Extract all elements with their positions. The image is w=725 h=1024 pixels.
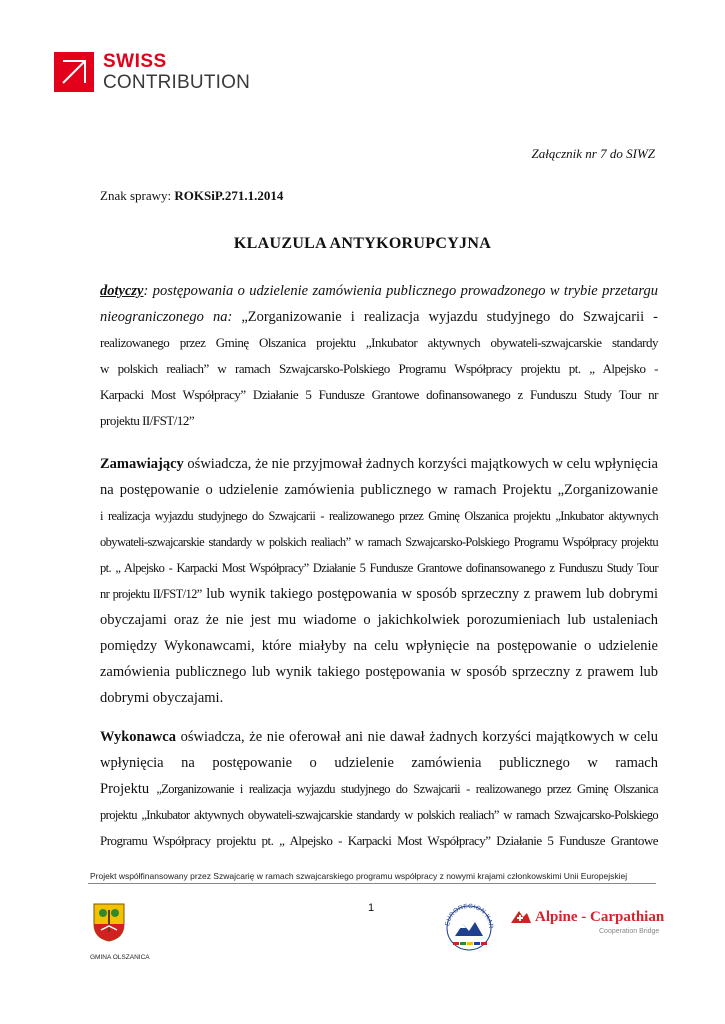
p1-line3: realizowanego przez Gminę Olszanica projektu „Inkubator aktywnych obywateli-szwajcarskie standardy	[100, 335, 658, 350]
euroregion-karpacki-logo	[441, 898, 497, 954]
p1-line4: w polskich realiach” w ramach Szwajcarsko-Polskiego Programu Współpracy projektu pt. „ Alpejsko -	[100, 361, 658, 376]
logo-line1: SWISS	[103, 51, 167, 72]
logo-line2: CONTRIBUTION	[103, 72, 251, 93]
annex-label: Załącznik nr 7 do SIWZ	[531, 146, 655, 161]
p1-line5: Karpacki Most Współpracy” Działanie 5 Fundusze Grantowe dofinansowanego z Funduszu Study Tour nr	[100, 387, 658, 402]
p2-line1: Zamawiający oświadcza, że nie przyjmował żadnych korzyści majątkowych w celu wpłynięcia	[100, 456, 658, 472]
case-number: ROKSiP.271.1.2014	[174, 188, 284, 203]
footer-divider	[88, 883, 656, 884]
p2-line4: obywateli-szwajcarskie standardy w polskich realiach” w ramach Szwajcarsko-Polskiego Programu Współpracy projektu	[100, 535, 658, 549]
case-label: Znak sprawy:	[100, 188, 175, 203]
p2-line5: pt. „ Alpejsko - Karpacki Most Współpracy” Działanie 5 Fundusze Grantowe dofinansowanego z Funduszu Study Tour	[100, 561, 658, 575]
p2-line9: zamówienia publicznego lub wynik takiego postępowania w sposób sprzeczny z prawem lub	[100, 664, 658, 680]
p3-line2: wpłynięcia na postępowanie o udzielenie zamówienia publicznego w ramach	[100, 755, 658, 771]
p3-line5: Programu Współpracy projektu pt. „ Alpejsko - Karpacki Most Współpracy” Działanie 5 Fundusze Grantowe	[100, 833, 658, 848]
p2-lead: Zamawiający	[100, 456, 184, 472]
gmina-label: GMINA OLSZANICA	[90, 954, 150, 961]
coat-of-arms-icon	[92, 902, 126, 942]
document-title: KLAUZULA ANTYKORUPCYJNA	[233, 235, 492, 252]
p2-line8: pomiędzy Wykonawcami, które miałyby na celu wpłynięcie na postępowanie o udzielenie	[100, 638, 658, 654]
euroregion-text: EUROREGION KAR	[444, 902, 495, 929]
p1-line2: nieograniczonego na: „Zorganizowanie i realizacja wyjazdu studyjnego do Szwajcarii -	[100, 309, 659, 325]
footer-note: Projekt współfinansowany przez Szwajcarię w ramach szwajcarskiego programu współpracy z nowymi krajami członkowskimi Unii Europejskiej	[90, 871, 628, 881]
p2-line10: dobrymi obyczajami.	[100, 690, 224, 706]
p2-line6: nr projektu II/FST/12” lub wynik takiego postępowania w sposób sprzeczny z prawem lub dobrymi	[100, 586, 658, 602]
alpine-carpathian-logo	[509, 905, 669, 941]
p1-line6: projektu II/FST/12”	[100, 413, 195, 428]
p1-line1: dotyczy: postępowania o udzielenie zamówienia publicznego prowadzonego w trybie przetargu	[100, 283, 658, 299]
swiss-contribution-logo	[54, 52, 254, 98]
case-number-line	[100, 188, 283, 204]
p3-lead: Wykonawca	[100, 729, 176, 745]
alpine-carpathian-subtitle: Cooperation Bridge	[599, 928, 660, 935]
p1-lead: dotyczy	[100, 283, 144, 299]
p2-line2: na postępowanie o udzielenie zamówienia publicznego w ramach Projektu „Zorganizowanie	[100, 482, 658, 498]
p3-line4: projektu „Inkubator aktywnych obywateli-szwajcarskie standardy w polskich realiach” w ramach Szwajcarsko-Polskiego	[100, 808, 658, 822]
p2-line7: obyczajami oraz że nie jest mu wiadome o jakichkolwiek porozumieniach lub ustaleniach	[100, 612, 658, 628]
alpine-carpathian-label: Alpine - Carpathian	[535, 909, 665, 925]
swiss-logo-square-icon	[54, 52, 94, 92]
p3-line3: Projektu „Zorganizowanie i realizacja wyjazdu studyjnego do Szwajcarii - realizowanego przez Gminę Olszanica	[100, 781, 658, 797]
page-number: 1	[368, 902, 375, 914]
p3-line1: Wykonawca oświadcza, że nie oferował ani nie dawał żadnych korzyści majątkowych w celu	[100, 729, 658, 745]
p2-line3: i realizacja wyjazdu studyjnego do Szwajcarii - realizowanego przez Gminę Olszanica projektu „Inkubator aktywnych	[100, 509, 658, 523]
swiss-cross-icon	[509, 905, 533, 937]
